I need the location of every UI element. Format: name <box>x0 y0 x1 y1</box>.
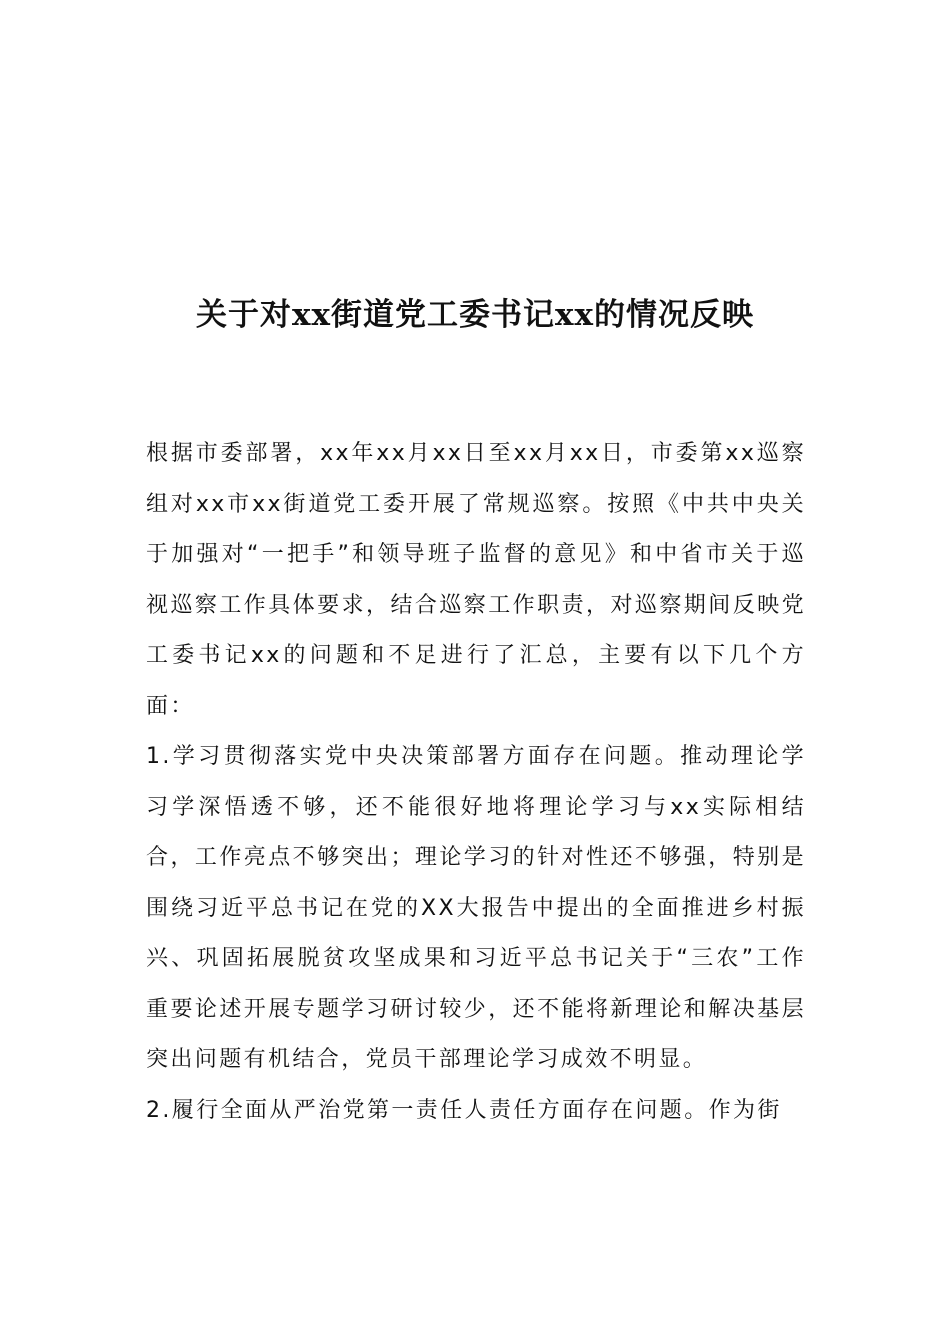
point-1-paragraph: 1.学习贯彻落实党中央决策部署方面存在问题。推动理论学习学深悟透不够，还不能很好地将理论学习与xx实际相结合，工作亮点不够突出；理论学习的针对性还不够强，特别是围绕习近平总书记在党的XX大报告中提出的全面推进乡村振兴、巩固拓展脱贫攻坚成果和习近平总书记关于“三农”工作重要论述开展专题学习研讨较少，还不能将新理论和解决基层突出问题有机结合，党员干部理论学习成效不明显。 <box>146 744 806 1072</box>
intro-paragraph: 根据市委部署，xx年xx月xx日至xx月xx日，市委第xx巡察组对xx市xx街道党工委开展了常规巡察。按照《中共中央关于加强对“一把手”和领导班子监督的意见》和中省市关于巡视巡察工作具体要求，结合巡察工作职责，对巡察期间反映党工委书记xx的问题和不足进行了汇总，主要有以下几个方面： <box>146 441 806 719</box>
point-2-paragraph: 2.履行全面从严治党第一责任人责任方面存在问题。作为街 <box>146 1097 782 1123</box>
document-title: 关于对xx街道党工委书记xx的情况反映 <box>196 297 754 333</box>
document-body <box>146 429 806 1136</box>
